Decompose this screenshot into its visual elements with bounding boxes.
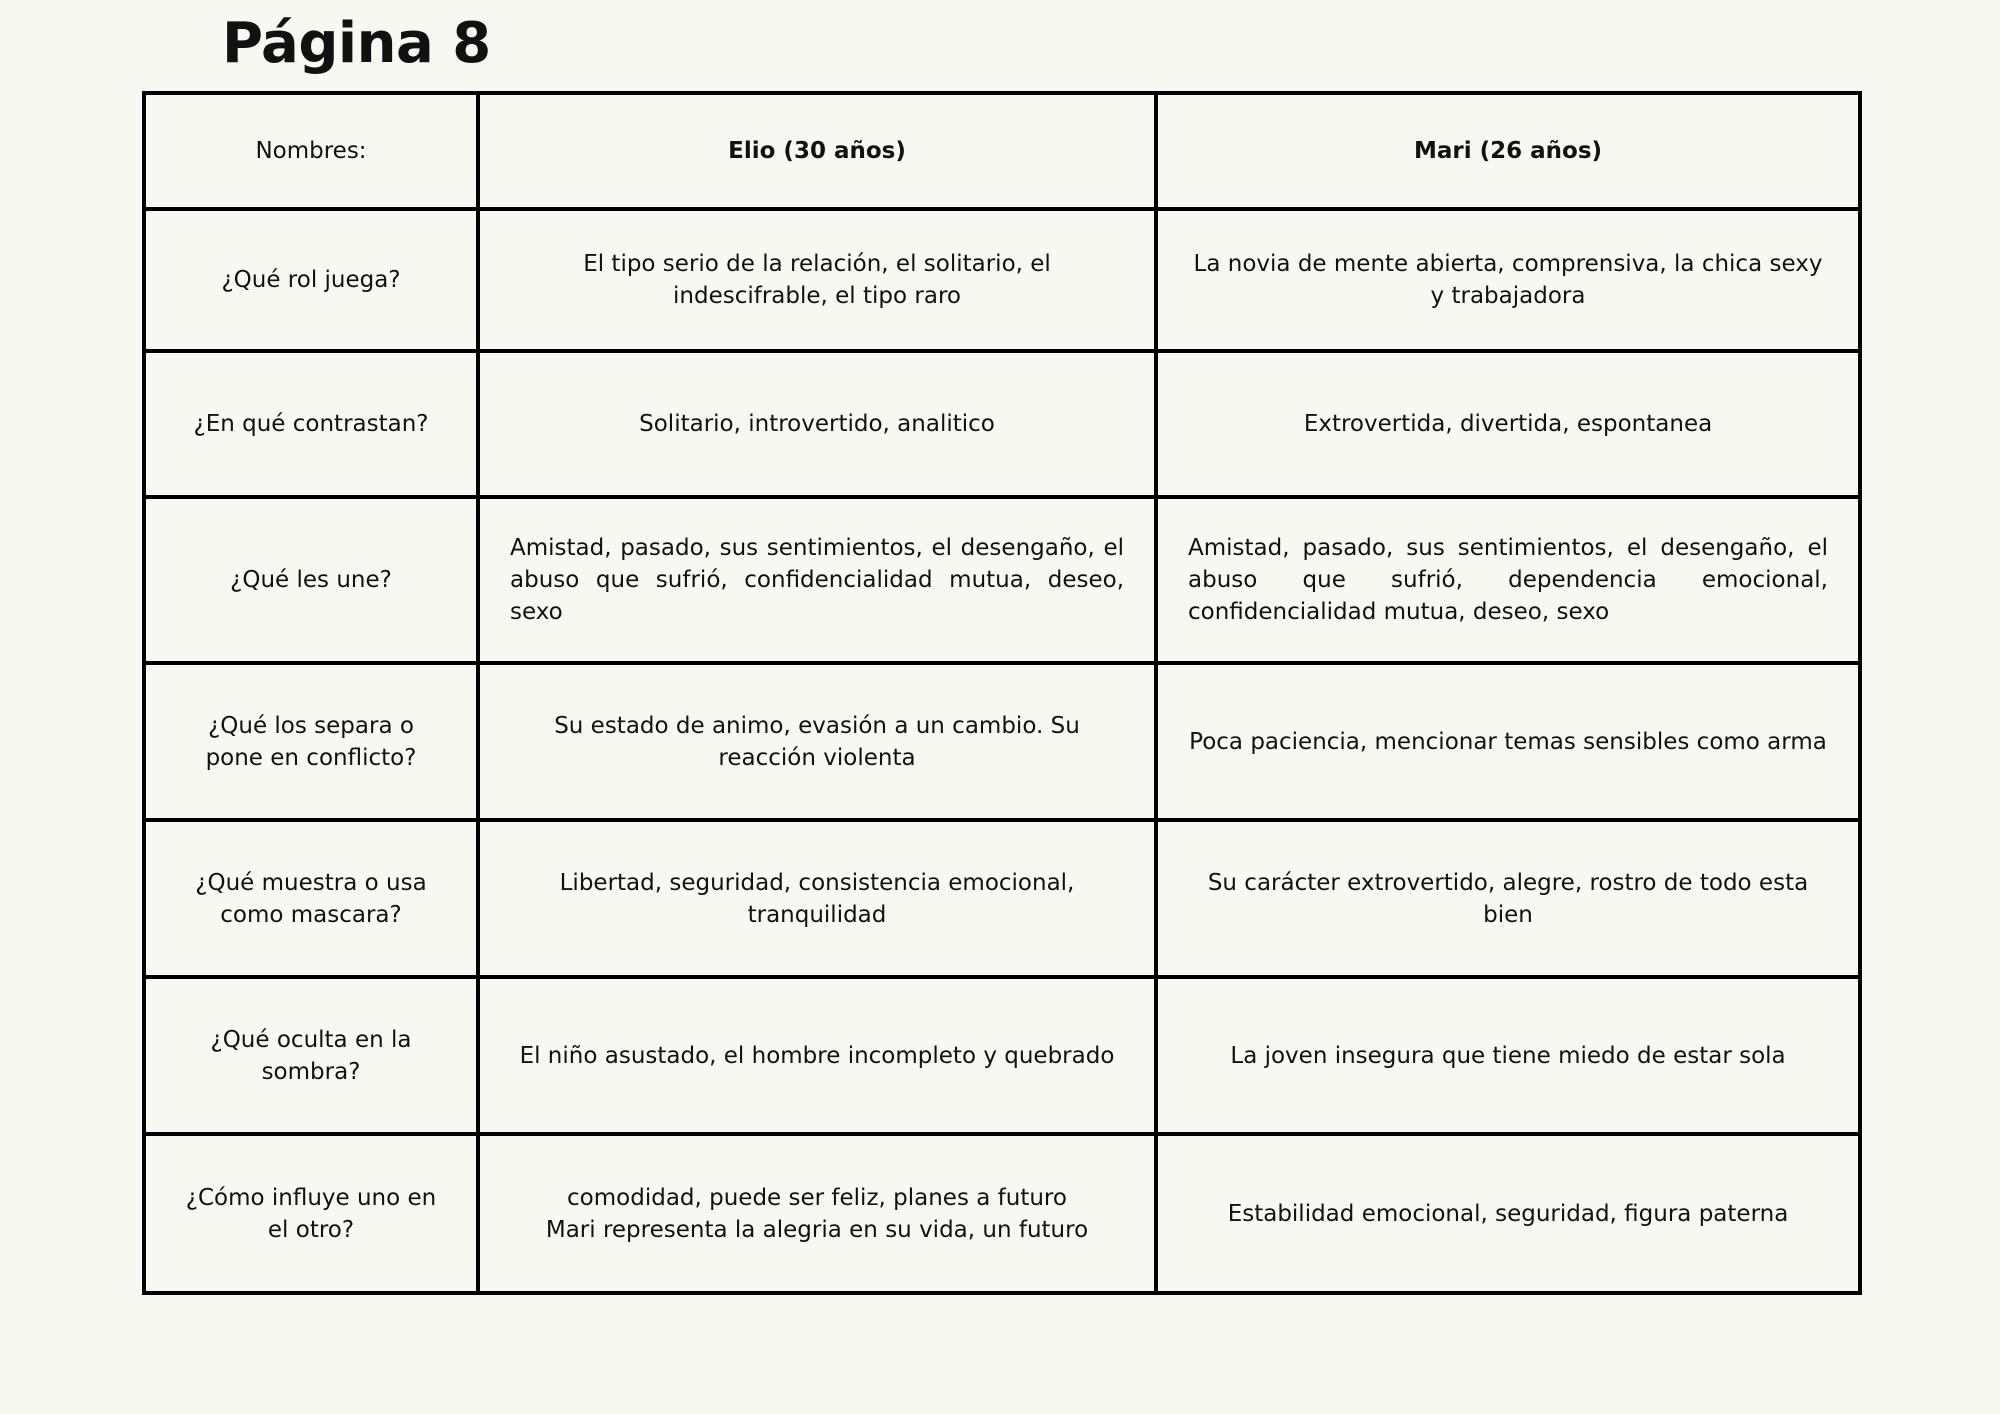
elio-answer-cell: Su estado de animo, evasión a un cambio. Su reacción violenta bbox=[478, 663, 1156, 820]
question-cell: ¿Qué rol juega? bbox=[144, 209, 478, 351]
mari-answer-cell: Amistad, pasado, sus sentimientos, el desengaño, el abuso que sufrió, dependencia emocional, confidencialidad mutua, deseo, sexo bbox=[1156, 497, 1860, 663]
table-row bbox=[144, 1134, 1860, 1293]
table-row bbox=[144, 497, 1860, 663]
table-row bbox=[144, 663, 1860, 820]
mari-answer-cell: Poca paciencia, mencionar temas sensibles como arma bbox=[1156, 663, 1860, 820]
elio-answer-cell: El tipo serio de la relación, el solitario, el indescifrable, el tipo raro bbox=[478, 209, 1156, 351]
mari-answer-cell: Estabilidad emocional, seguridad, figura paterna bbox=[1156, 1134, 1860, 1293]
mari-answer-cell: La novia de mente abierta, comprensiva, la chica sexy y trabajadora bbox=[1156, 209, 1860, 351]
elio-answer-cell: Solitario, introvertido, analitico bbox=[478, 351, 1156, 497]
question-cell: ¿En qué contrastan? bbox=[144, 351, 478, 497]
question-cell: ¿Qué oculta en la sombra? bbox=[144, 977, 478, 1134]
question-cell: ¿Qué les une? bbox=[144, 497, 478, 663]
table-row bbox=[144, 820, 1860, 977]
question-cell: ¿Qué muestra o usa como mascara? bbox=[144, 820, 478, 977]
header-elio-cell: Elio (30 años) bbox=[478, 93, 1156, 209]
character-comparison-table bbox=[142, 91, 1862, 1295]
question-cell: ¿Qué los separa o pone en conflicto? bbox=[144, 663, 478, 820]
elio-answer-cell: Amistad, pasado, sus sentimientos, el desengaño, el abuso que sufrió, confidencialidad mutua, deseo, sexo bbox=[478, 497, 1156, 663]
header-label-cell: Nombres: bbox=[144, 93, 478, 209]
table-row bbox=[144, 977, 1860, 1134]
elio-answer-cell: Libertad, seguridad, consistencia emocional, tranquilidad bbox=[478, 820, 1156, 977]
mari-answer-cell: Extrovertida, divertida, espontanea bbox=[1156, 351, 1860, 497]
table-header-row bbox=[144, 93, 1860, 209]
mari-answer-cell: La joven insegura que tiene miedo de estar sola bbox=[1156, 977, 1860, 1134]
elio-answer-cell: El niño asustado, el hombre incompleto y quebrado bbox=[478, 977, 1156, 1134]
elio-answer-line: Mari representa la alegria en su vida, un futuro bbox=[545, 1216, 1089, 1243]
elio-answer-line: comodidad, puede ser feliz, planes a futuro bbox=[567, 1184, 1067, 1211]
elio-answer-cell bbox=[478, 1134, 1156, 1293]
question-cell: ¿Cómo influye uno en el otro? bbox=[144, 1134, 478, 1293]
table-row bbox=[144, 351, 1860, 497]
page-title: Página 8 bbox=[222, 11, 491, 76]
header-mari-cell: Mari (26 años) bbox=[1156, 93, 1860, 209]
table-row bbox=[144, 209, 1860, 351]
mari-answer-cell: Su carácter extrovertido, alegre, rostro de todo esta bien bbox=[1156, 820, 1860, 977]
